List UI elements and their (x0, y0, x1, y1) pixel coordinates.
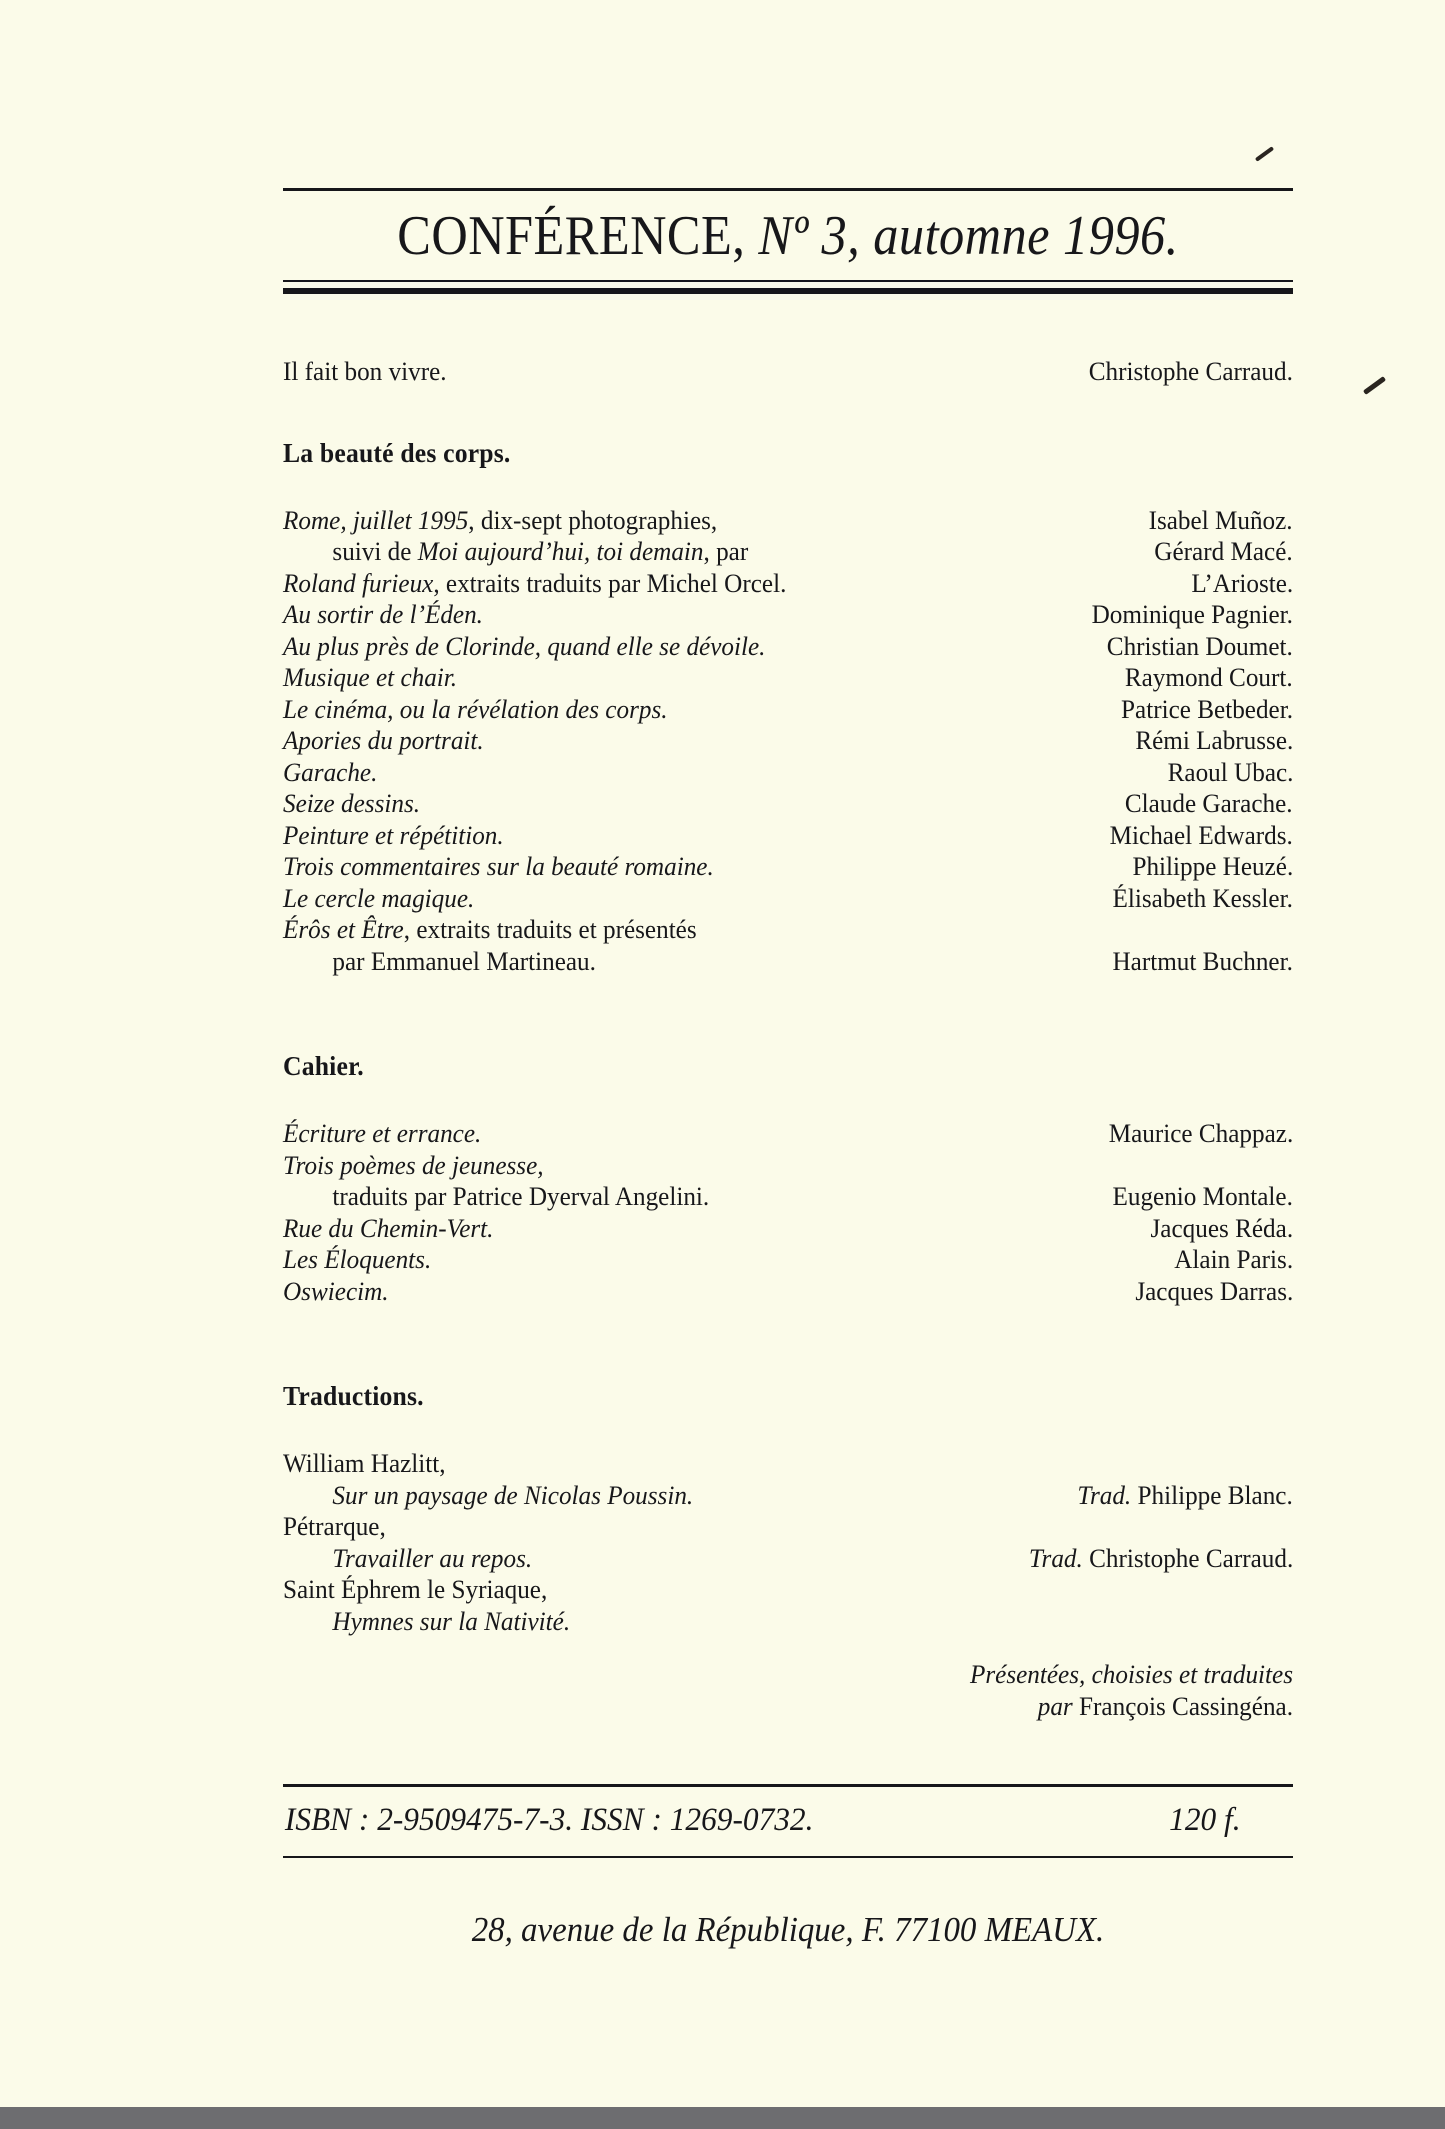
entry-title-italic: Peinture et répétition. (283, 819, 504, 850)
entry-title-roman: , extraits traduits et présentés (403, 914, 697, 945)
entry-title-roman: William Hazlitt, (283, 1448, 446, 1479)
toc-row (283, 568, 1293, 600)
entry-title-italic: Hymnes sur la Nativité. (332, 1605, 571, 1636)
toc-row (283, 1480, 1293, 1512)
entry-title-italic: Travailler au repos. (332, 1542, 533, 1573)
toc-row (283, 1118, 1293, 1150)
page-title (334, 207, 1243, 266)
entry-title-italic: Roland furieux (283, 567, 434, 598)
toc-row (283, 757, 1293, 789)
translation-credit-line-1: Présentées, choisies et traduites (969, 1659, 1293, 1690)
price-text: 120 f. (1169, 1802, 1241, 1839)
toc-row (283, 1150, 1293, 1182)
credit-par-label: par (1037, 1690, 1073, 1721)
entry-title-italic: Au sortir de l’Éden. (283, 599, 483, 630)
entry-author: Raymond Court. (1125, 662, 1293, 693)
toc-row (283, 505, 1293, 537)
entry-cont-pre: par Emmanuel Martineau. (332, 945, 596, 976)
isbn-issn-text: ISBN : 2-9509475-7-3. ISSN : 1269-0732. (284, 1802, 814, 1839)
entry-author: Hartmut Buchner. (1112, 945, 1293, 976)
entry-title-italic: Sur un paysage de Nicolas Poussin. (332, 1479, 694, 1510)
toc-row (283, 1244, 1293, 1276)
section-heading-traductions: Traductions. (283, 1381, 424, 1412)
entry-author: Maurice Chappaz. (1108, 1118, 1293, 1149)
entry-author: Dominique Pagnier. (1091, 599, 1293, 630)
entry-title-italic: Seize dessins. (283, 788, 421, 819)
toc-row (283, 1606, 1293, 1638)
page-content (283, 0, 1293, 1950)
entry-title-roman: , extraits traduits par Michel Orcel. (433, 567, 787, 598)
entry-title-italic: Érôs et Être (283, 914, 404, 945)
toc-row (283, 1276, 1293, 1308)
toc-row (283, 820, 1293, 852)
toc-row (283, 1448, 1293, 1480)
entry-author: Raoul Ubac. (1167, 756, 1293, 787)
toc-row (283, 946, 1293, 978)
toc-row (283, 631, 1293, 663)
entry-title-italic: Trois commentaires sur la beauté romaine. (283, 851, 714, 882)
masthead-issue-info: Nº 3, automne 1996. (758, 205, 1179, 267)
masthead-bottom-rule (283, 280, 1293, 282)
entry-author: Isabel Muñoz. (1148, 504, 1293, 535)
entry-title-italic: Les Éloquents. (283, 1244, 432, 1275)
translation-credit-line-2 (334, 1691, 1294, 1723)
entry-cont-italic: Moi aujourd’hui, toi demain (417, 536, 704, 567)
toc-row (283, 725, 1293, 757)
toc-row (283, 694, 1293, 726)
entry-title-italic: Musique et chair. (283, 662, 458, 693)
entry-author: Rémi Labrusse. (1134, 725, 1293, 756)
credit-name: François Cassingéna. (1072, 1690, 1293, 1721)
toc-row (283, 914, 1293, 946)
entry-title: Il fait bon vivre. (283, 356, 447, 387)
toc-row (283, 1213, 1293, 1245)
entry-title-roman: Saint Éphrem le Syriaque, (283, 1574, 548, 1605)
footer-bottom-rule (283, 1856, 1293, 1858)
entry-author: Michael Edwards. (1109, 819, 1293, 850)
entry-title-roman: Pétrarque, (283, 1511, 386, 1542)
entry-author: Patrice Betbeder. (1121, 693, 1293, 724)
toc-row (283, 1511, 1293, 1543)
entry-author: Élisabeth Kessler. (1112, 882, 1293, 913)
scan-edge-band (0, 2107, 1445, 2129)
entry-author: Christophe Carraud. (1088, 356, 1293, 387)
toc-row (283, 851, 1293, 883)
entry-cont-pre: suivi de (332, 536, 418, 567)
entry-author: Eugenio Montale. (1112, 1181, 1293, 1212)
entry-title-italic: Au plus près de Clorinde, quand elle se dévoile. (283, 630, 766, 661)
masthead-top-rule (283, 188, 1293, 191)
section-heading-cahier: Cahier. (283, 1051, 364, 1082)
entry-author: Alain Paris. (1174, 1244, 1293, 1275)
footer-isbn-line (283, 1787, 1243, 1851)
entry-translator-label: Trad. (1028, 1542, 1083, 1573)
entry-author: Gérard Macé. (1154, 536, 1293, 567)
entry-title-roman: , dix-sept photographies, (468, 504, 718, 535)
entry-title-italic: Oswiecim. (283, 1275, 389, 1306)
toc-row (283, 599, 1293, 631)
entry-title-italic: Apories du portrait. (283, 725, 484, 756)
entry-author: L’Arioste. (1191, 567, 1293, 598)
entry-title-italic: Garache. (283, 756, 378, 787)
entry-cont-post: , par (703, 536, 749, 567)
entry-title-italic: Trois poèmes de jeunesse, (283, 1149, 544, 1180)
entry-author: Christian Doumet. (1106, 630, 1293, 661)
publisher-address: 28, avenue de la République, F. 77100 MEAUX. (471, 1910, 1105, 1950)
entry-title-italic: Écriture et errance. (283, 1118, 482, 1149)
entry-author: Jacques Darras. (1135, 1275, 1293, 1306)
entry-author: Christophe Carraud. (1082, 1542, 1293, 1573)
masthead-journal-name: CONFÉRENCE, (397, 205, 746, 267)
entry-cont-pre: traduits par Patrice Dyerval Angelini. (332, 1181, 710, 1212)
entry-title-italic: Rue du Chemin-Vert. (283, 1212, 494, 1243)
toc-row (283, 1574, 1293, 1606)
toc-entry-opening (283, 356, 1293, 388)
toc-row (283, 662, 1293, 694)
entry-author: Philippe Blanc. (1131, 1479, 1293, 1510)
entry-author: Claude Garache. (1125, 788, 1293, 819)
entry-author: Jacques Réda. (1150, 1212, 1293, 1243)
entry-title-italic: Le cercle magique. (283, 882, 475, 913)
toc-row (283, 536, 1293, 568)
scan-artifact-icon (1363, 376, 1386, 395)
toc-row (283, 788, 1293, 820)
toc-row (283, 1543, 1293, 1575)
toc-row (283, 883, 1293, 915)
entry-title-italic: Le cinéma, ou la révélation des corps. (283, 693, 668, 724)
entry-title-italic: Rome, juillet 1995 (283, 504, 469, 535)
toc-row (283, 1181, 1293, 1213)
entry-author: Philippe Heuzé. (1132, 851, 1293, 882)
entry-translator-label: Trad. (1077, 1479, 1132, 1510)
section-heading-beaute: La beauté des corps. (283, 437, 511, 468)
